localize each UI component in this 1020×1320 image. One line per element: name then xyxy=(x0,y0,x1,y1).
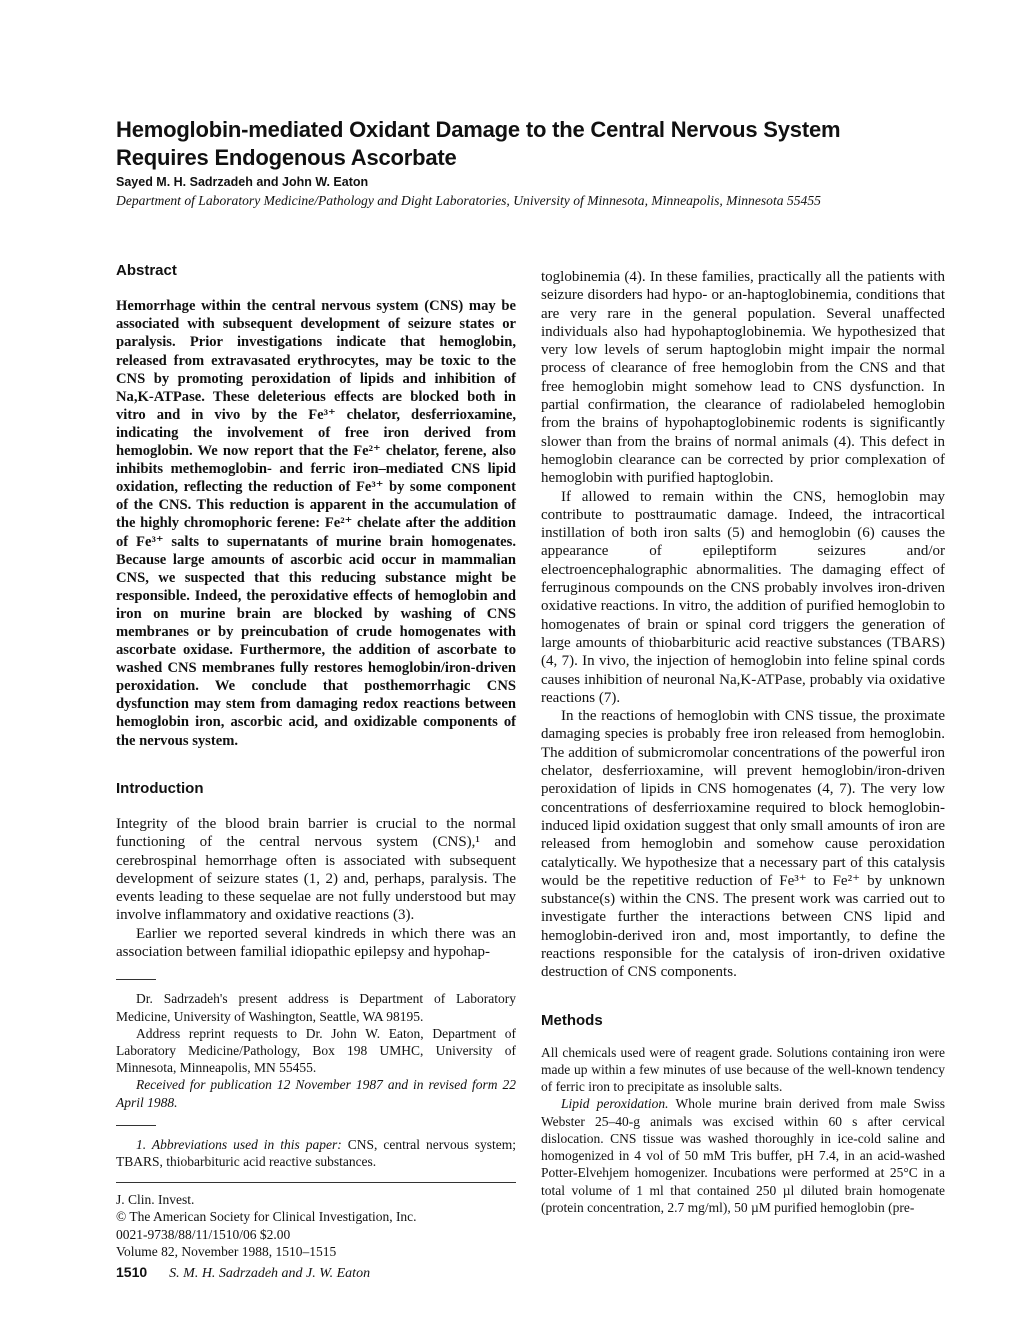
footnote-abbreviations xyxy=(116,1136,516,1170)
lipid-peroxidation-text: Whole murine brain derived from male Swiss Webster 25–40-g animals was excised within 60 s after cervical dislocation. CNS tissue was washed thoroughly in ice-cold saline and homogenized in 4 vol of 50 mM Tris buffer, pH 7.4, in an acid-washed Potter-Elvehjem homogenizer. Incubations were performed at 25°C in a total volume of 1 ml that contained 250 µl diluted brain homogenate (protein concentration, 2.7 mg/ml), 50 µM purified hemoglobin (pre- xyxy=(541,1096,946,1215)
left-column xyxy=(116,262,516,1260)
methods-heading: Methods xyxy=(541,1011,603,1029)
abbrev-text: CNS, central nervous system; TBARS, thiobarbituric acid reactive substances. xyxy=(116,1136,516,1169)
abstract-heading: Abstract xyxy=(116,262,177,279)
right-paragraph-2: If allowed to remain within the CNS, hemoglobin may contribute to posttraumatic damage. Indeed, the intracortical instillation of both iron salts (5) and hemoglobin (6) causes the appearance of epileptiform seizures and/or electroencephalographic abnormalities. The damaging effect of ferruginous compounds on the CNS probably involves iron-driven oxidative reactions. In vitro, the addition of purified hemoglobin to homogenates of brain or spinal cord triggers the generation of large amounts of thiobarbituric acid reactive substances (TBARS) (4, 7). In vivo, the injection of hemoglobin into feline spinal cords causes inhibition of neuronal Na,K-ATPase, probably via oxidative reactions (7). xyxy=(541,488,945,706)
right-paragraph-3: In the reactions of hemoglobin with CNS tissue, the proximate damaging species is probably free iron released from hemoglobin. The addition of submicromolar concentrations of the powerful iron chelator, desferrioxamine, will prevent hemoglobin/iron-driven peroxidation of lipids in CNS homogenates (4, 7). The very low concentrations of desferrioxamine required to block hemoglobin-induced lipid oxidation suggest that only small amounts of iron are released from hemoglobin and somehow cause peroxidation catalytically. We hypothesize that a necessary part of this catalysis would be the repetitive reduction of Fe³⁺ to Fe²⁺ by unknown substance(s) within the CNS. The present work was carried out to investigate further the interactions between CNS lipid and hemoglobin-derived iron and, most importantly, to define the reactions responsible for the catalysis of iron-driven oxidative destruction of CNS components. xyxy=(541,708,945,981)
issn: 0021-9738/88/11/1510/06 $2.00 xyxy=(116,1226,291,1242)
abstract-text: Hemorrhage within the central nervous system (CNS) may be associated with subsequent development of seizure states or paralysis. Prior investigations indicate that hemoglobin, released from extravasated erythrocytes, may be toxic to the CNS by promoting peroxidation of lipids and inhibition of Na,K-ATPase. These deleterious effects are blocked both in vitro and in vivo by the Fe³⁺ chelator, desferrioxamine, indicating the involvement of free iron derived from hemoglobin. We now report that the Fe²⁺ chelator, ferene, also inhibits methemoglobin- and ferric iron–mediated CNS lipid oxidation, reflecting the reduction of Fe³⁺ by some component of the CNS. This reduction is apparent in the accumulation of the highly chromophoric ferene: Fe²⁺ chelate after the addition of Fe³⁺ salts to supernatants of murine brain homogenates. Because large amounts of ascorbic acid occur in mammalian CNS, we suspected that this reducing substance might be responsible. Indeed, the peroxidative effects of hemoglobin and iron on murine brain are blocked by washing of CNS membranes or by preincubation of crude homogenates with ascorbate oxidase. Furthermore, the addition of ascorbate to washed CNS membranes fully restores hemoglobin/iron-driven peroxidation. We conclude that posthemorrhagic CNS dysfunction may stem from damaging redox reactions between hemoglobin iron, ascorbic acid, and oxidizable components of the nervous system. xyxy=(116,298,516,749)
footnote-received: Received for publication 12 November 1987 and in revised form 22 April 1988. xyxy=(116,1077,516,1110)
footnotes xyxy=(116,979,516,1260)
intro-paragraph-2: Earlier we reported several kindreds in which there was an association between familial idiopathic epilepsy and hypohap- xyxy=(116,925,516,961)
running-head: S. M. H. Sadrzadeh and J. W. Eaton xyxy=(169,1266,371,1281)
methods-paragraph-1: All chemicals used were of reagent grade. Solutions containing iron were made up within a few minutes of use because of the well-known tendency of ferric iron to precipitate as insoluble salts. xyxy=(541,1044,945,1095)
footnote-rule xyxy=(116,979,156,980)
journal-name: J. Clin. Invest. xyxy=(116,1192,195,1208)
introduction-heading: Introduction xyxy=(116,779,204,797)
intro-paragraph-1: Integrity of the blood brain barrier is crucial to the normal functioning of the central nervous system (CNS),¹ and cerebrospinal hemorrhage often is associated with subsequent development of seizure states (1, 2) and, perhaps, paralysis. The events leading to these sequelae are not fully understood but may involve inflammatory and oxidative reactions (3). xyxy=(116,815,516,924)
abbrev-label: 1. Abbreviations used in this paper: xyxy=(136,1136,342,1152)
right-column xyxy=(541,268,945,1216)
affiliation: Department of Laboratory Medicine/Pathology and Dight Laboratories, University of Minnesota, Minneapolis, Minnesota 55455 xyxy=(116,193,821,208)
page-number: 1510 xyxy=(116,1264,148,1280)
methods-paragraph-2 xyxy=(541,1095,945,1215)
page-footer xyxy=(116,1264,370,1282)
journal-info xyxy=(116,1191,516,1260)
volume: Volume 82, November 1988, 1510–1515 xyxy=(116,1243,337,1259)
authors: Sayed M. H. Sadrzadeh and John W. Eaton xyxy=(116,175,369,189)
journal-rule xyxy=(116,1182,516,1183)
lipid-peroxidation-label: Lipid peroxidation. xyxy=(561,1096,669,1112)
footnote-address: Dr. Sadrzadeh's present address is Department of Laboratory Medicine, University of Washington, Seattle, WA 98195. xyxy=(116,991,516,1024)
copyright: © The American Society for Clinical Investigation, Inc. xyxy=(116,1209,417,1225)
footnote-reprint: Address reprint requests to Dr. John W. Eaton, Department of Laboratory Medicine/Pathology, Box 198 UMHC, University of Minnesota, Minneapolis, MN 55455. xyxy=(116,1025,516,1076)
footnote-rule-2 xyxy=(116,1125,156,1126)
right-paragraph-1: toglobinemia (4). In these families, practically all the patients with seizure disorders had hypo- or an-haptoglobinemia, conditions that are very rare in the general population. Several unaffected individuals also had hypohaptoglobinemia. We hypothesized that very low levels of serum haptoglobin might impair the normal process of clearance of free hemoglobin from the CNS and that free hemoglobin might somehow lead to CNS dysfunction. In partial confirmation, the clearance of radiolabeled hemoglobin from the brains of hypohaptoglobinemic rodents is significantly slower than from the brains of normal animals (4). This defect in hemoglobin clearance can be corrected by prior complexation of hemoglobin with purified haptoglobin. xyxy=(541,269,945,487)
paper-title: Hemoglobin-mediated Oxidant Damage to the Central Nervous System Requires Endogenous Ascorbate xyxy=(116,117,841,170)
